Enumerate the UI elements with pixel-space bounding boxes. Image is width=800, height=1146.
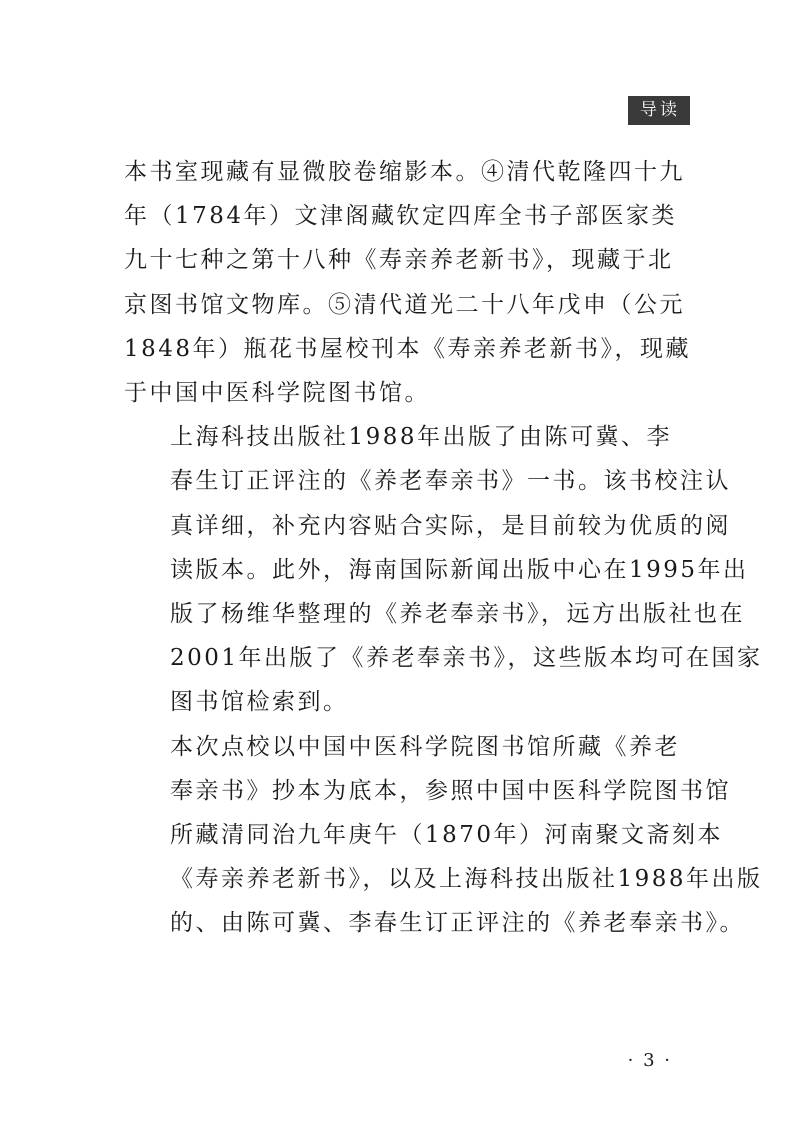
text-line: 年（1784年）文津阁藏钦定四库全书子部医家类 <box>124 203 678 230</box>
paragraph-2 <box>124 415 763 724</box>
paragraph-3 <box>124 725 763 946</box>
text-line: 京图书馆文物库。⑤清代道光二十八年戊申（公元 <box>124 291 685 318</box>
text-line: 的、由陈可冀、李春生订正评注的《养老奉亲书》。 <box>170 910 745 937</box>
text-line: 读版本。此外，海南国际新闻出版中心在1995年出 <box>170 556 749 583</box>
text-line: 本书室现藏有显微胶卷缩影本。④清代乾隆四十九 <box>124 159 685 185</box>
text-line: 《寿亲养老新书》，以及上海科技出版社1988年出版 <box>170 866 763 893</box>
text-line: 图书馆检索到。 <box>170 689 349 716</box>
text-line: 所藏清同治九年庚午（1870年）河南聚文斋刻本 <box>170 822 724 849</box>
section-header-tag: 导读 <box>628 96 690 125</box>
text-line: 本次点校以中国中医科学院图书馆所藏《养老 <box>170 733 680 760</box>
body-text <box>124 150 763 946</box>
paragraph-1 <box>124 150 692 415</box>
text-line: 上海科技出版社1988年出版了由陈可冀、李 <box>170 424 673 451</box>
text-line: 九十七种之第十八种《寿亲养老新书》，现藏于北 <box>124 247 674 274</box>
text-line: 真详细，补充内容贴合实际，是目前较为优质的阅 <box>170 512 731 539</box>
text-line: 奉亲书》抄本为底本，参照中国中医科学院图书馆 <box>170 777 731 804</box>
text-line: 春生订正评注的《养老奉亲书》一书。该书校注认 <box>170 468 731 495</box>
page-number: · 3 · <box>627 1050 672 1071</box>
text-line: 2001年出版了《养老奉亲书》，这些版本均可在国家 <box>170 645 763 672</box>
text-line: 版了杨维华整理的《养老奉亲书》，远方出版社也在 <box>170 601 745 628</box>
text-line: 于中国中医科学院图书馆。 <box>124 380 430 407</box>
text-line: 1848年）瓶花书屋校刊本《寿亲养老新书》，现藏 <box>124 335 692 362</box>
